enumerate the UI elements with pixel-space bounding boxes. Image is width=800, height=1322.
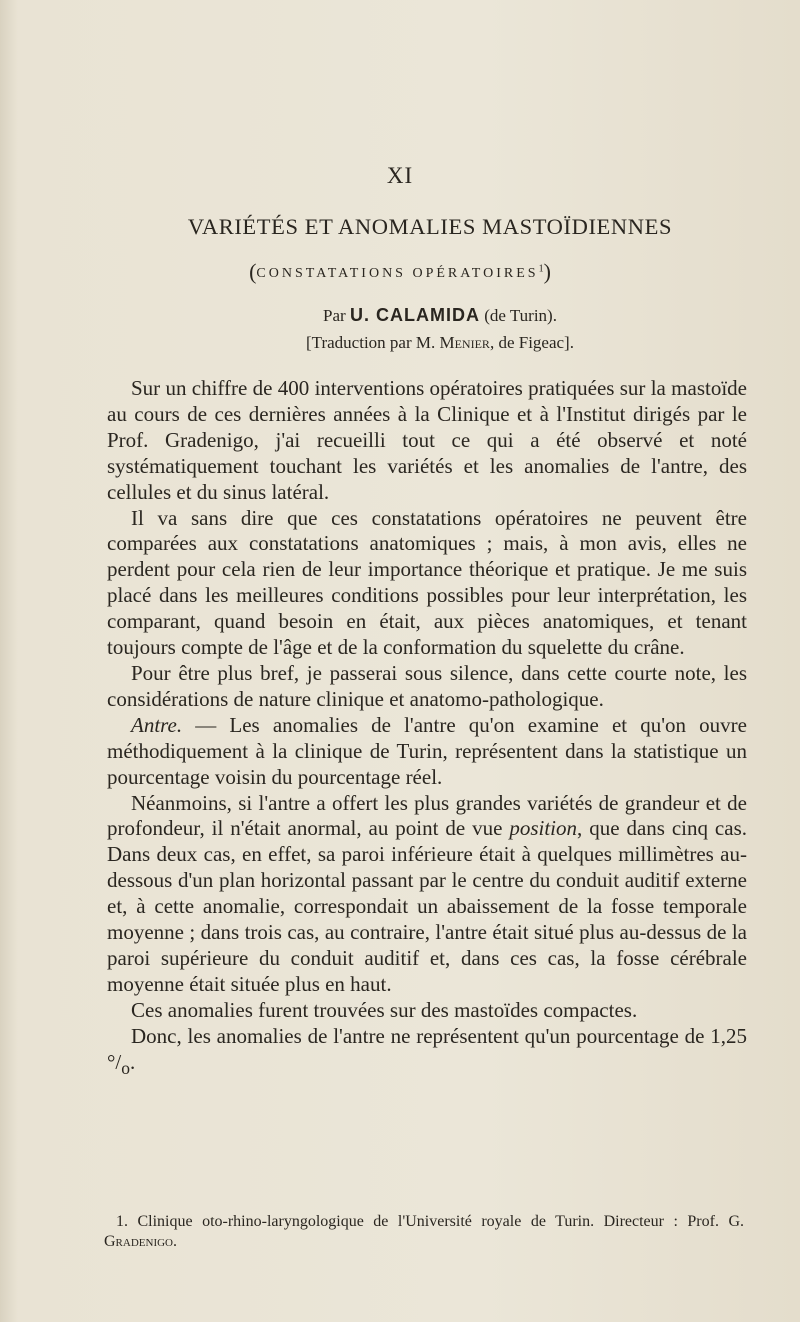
chapter-number: XI <box>386 163 414 188</box>
paragraph-6: Ces anomalies furent trouvées sur des mastoïdes compactes. <box>131 997 638 1022</box>
article-body <box>107 376 747 1082</box>
author-name: U. CALAMIDA <box>349 305 480 325</box>
author-origin: (de Turin). <box>484 306 557 325</box>
article-subtitle <box>0 259 800 285</box>
per-mille-unit-sub: o <box>121 1057 130 1078</box>
paragraph-2: Il va sans dire que ces constatations opératoires ne peuvent être comparées aux constatations anatomiques ; mais, à mon avis, elles ne perdent pour cela rien de leur importance théorique et pratique. Je me suis placé dans les meilleures conditions possibles pour leur interprétation, les comparant, quand besoin en était, aux pièces anatomiques, et tenant toujours compte de l'âge et de la conformation du squelette du crâne. <box>107 505 747 660</box>
byline <box>0 305 800 326</box>
translation-suffix: , de Figeac]. <box>489 333 574 352</box>
paragraph-7 <box>107 1024 747 1082</box>
paragraph-4 <box>107 713 747 791</box>
paragraph-7-end: . <box>129 1049 136 1074</box>
translation-credit <box>0 333 800 353</box>
paragraph-5-italic: position <box>509 816 578 841</box>
footnote-marker: 1. <box>116 1213 128 1230</box>
subtitle-text: CONSTATATIONS OPÉRATOIRES <box>256 266 539 281</box>
footnote-text <box>104 1212 744 1252</box>
footnote-director: Gradenigo <box>104 1233 173 1250</box>
translator-name: Menier <box>439 333 490 352</box>
subtitle-open-paren: ( <box>249 259 257 284</box>
translation-prefix: [Traduction par M. <box>306 333 436 352</box>
per-mille-unit: °/ <box>107 1049 122 1074</box>
paragraph-4-text: — Les anomalies de l'antre qu'on examine et qu'on ouvre méthodiquement à la clinique de Turin, représentent dans la statistique un pourcentage voisin du pourcentage réel. <box>107 712 747 789</box>
byline-prefix: Par <box>323 306 346 325</box>
paragraph-5-text-a: Néanmoins, si l'antre a offert les plus grandes variétés de grandeur et de profondeur, il n'était anormal, au point de vue <box>107 790 747 841</box>
paragraph-3: Pour être plus bref, je passerai sous silence, dans cette courte note, les considérations de nature clinique et anatomo-pathologique. <box>107 660 747 711</box>
footnote-reference: 1 <box>538 263 544 275</box>
subtitle-close-paren: ) <box>543 259 551 284</box>
footnote-body: Clinique oto-rhino-laryngologique de l'Université royale de Turin. Directeur : Prof. G. <box>128 1213 744 1230</box>
paragraph-5-text-b: , que dans cinq cas. Dans deux cas, en effet, sa paroi inférieure était à quelques millimètres au-dessous d'un plan horizontal passant par le centre du conduit auditif externe et, à cette anomalie, correspondait un abaissement de la fosse temporale moyenne ; dans trois cas, au contraire, l'antre était situé plus au-dessus de la paroi supérieure du conduit auditif et, dans ces cas, la fosse cérébrale moyenne était située plus en haut. <box>107 816 747 996</box>
paragraph-5 <box>107 791 747 998</box>
article-title: VARIÉTÉS ET ANOMALIES MASTOÏDIENNES <box>187 214 673 239</box>
footnote-end: . <box>173 1233 177 1250</box>
paragraph-1: Sur un chiffre de 400 interventions opératoires pratiquées sur la mastoïde au cours de ces dernières années à la Clinique et à l'Institut dirigés par le Prof. Gradenigo, j'ai recueilli tout ce qui a été observé et noté systématiquement touchant les variétés et les anomalies de l'antre, des cellules et du sinus latéral. <box>107 376 747 504</box>
footnote <box>104 1212 744 1252</box>
section-heading-antre: Antre. <box>131 712 183 737</box>
paragraph-7-text: Donc, les anomalies de l'antre ne représentent qu'un pourcentage de 1,25 <box>131 1023 747 1048</box>
